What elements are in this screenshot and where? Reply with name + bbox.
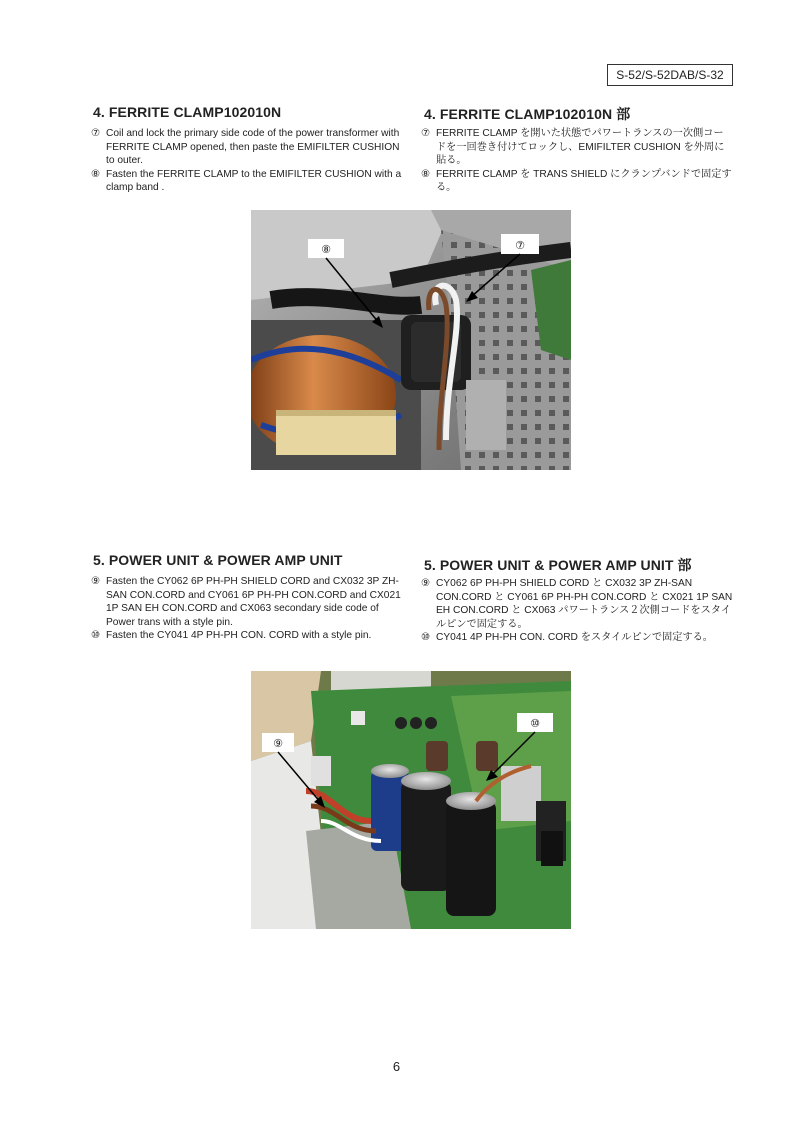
callout-7-label: ⑦ xyxy=(515,239,525,252)
step-text: Fasten the CY062 6P PH-PH SHIELD CORD and CX032 3P ZH-SAN CON.CORD and CY061 6P PH-PH CON.CORD and CX021 1P SAN EH CON.CORD and CX063 secondary side code of Power trans with a style pin. xyxy=(106,576,401,628)
model-number-box xyxy=(607,64,733,86)
ferrite-clamp-photo xyxy=(251,210,571,470)
model-number: S-52/S-52DAB/S-32 xyxy=(616,68,724,82)
section-5-title-jp: 5. POWER UNIT & POWER AMP UNIT 部 xyxy=(424,557,692,573)
step-number: ⑩ xyxy=(421,632,431,644)
step-item xyxy=(421,631,733,645)
section-4-steps-en xyxy=(91,127,403,195)
step-number: ⑨ xyxy=(421,578,431,589)
step-item xyxy=(421,168,733,195)
section-5-steps-en xyxy=(91,575,403,643)
section-4-title-jp: 4. FERRITE CLAMP102010N 部 xyxy=(424,106,631,122)
step-item xyxy=(91,127,403,168)
section-4-steps-jp xyxy=(421,127,733,195)
step-item xyxy=(91,629,403,643)
step-item xyxy=(421,127,733,168)
callout-8-label: ⑧ xyxy=(321,243,331,256)
step-number: ⑦ xyxy=(421,128,431,139)
step-text: Fasten the FERRITE CLAMP to the EMIFILTER CUSHION with a clamp band . xyxy=(106,168,402,194)
step-item xyxy=(91,575,403,629)
section-5-steps-jp xyxy=(421,577,733,645)
step-text: CY062 6P PH-PH SHIELD CORD と CX032 3P ZH-SAN CON.CORD と CY061 6P PH-PH CON.CORD と CX021 1P SAN EH CON.CORD と CX063 パワートランス２次側コードをスタイルピンで固定する。 xyxy=(436,578,733,630)
section-5-title-en: 5. POWER UNIT & POWER AMP UNIT xyxy=(93,552,343,568)
callout-9-label: ⑨ xyxy=(273,737,283,750)
step-number: ⑧ xyxy=(421,168,431,180)
power-unit-photo xyxy=(251,671,571,929)
step-item xyxy=(91,168,403,195)
step-item xyxy=(421,577,733,631)
step-number: ⑦ xyxy=(91,128,101,139)
section-4-title-en: 4. FERRITE CLAMP102010N xyxy=(93,104,282,120)
step-text: Coil and lock the primary side code of the power transformer with FERRITE CLAMP opened, then paste the EMIFILTER CUSHION to outer. xyxy=(106,128,400,167)
step-text: FERRITE CLAMP を TRANS SHIELD にクランプバンドで固定する。 xyxy=(436,168,732,194)
callout-10-label: ⑩ xyxy=(530,717,540,730)
page-number: 6 xyxy=(392,1059,401,1074)
step-number: ⑨ xyxy=(91,576,101,587)
step-text: CY041 4P PH-PH CON. CORD をスタイルピンで固定する。 xyxy=(436,632,713,644)
step-number: ⑧ xyxy=(91,168,101,180)
step-number: ⑩ xyxy=(91,630,101,642)
step-text: Fasten the CY041 4P PH-PH CON. CORD with a style pin. xyxy=(106,630,372,642)
step-text: FERRITE CLAMP を開いた状態でパワートランスの一次側コードを一回巻き付けてロックし、EMIFILTER CUSHION を外周に貼る。 xyxy=(436,128,725,167)
